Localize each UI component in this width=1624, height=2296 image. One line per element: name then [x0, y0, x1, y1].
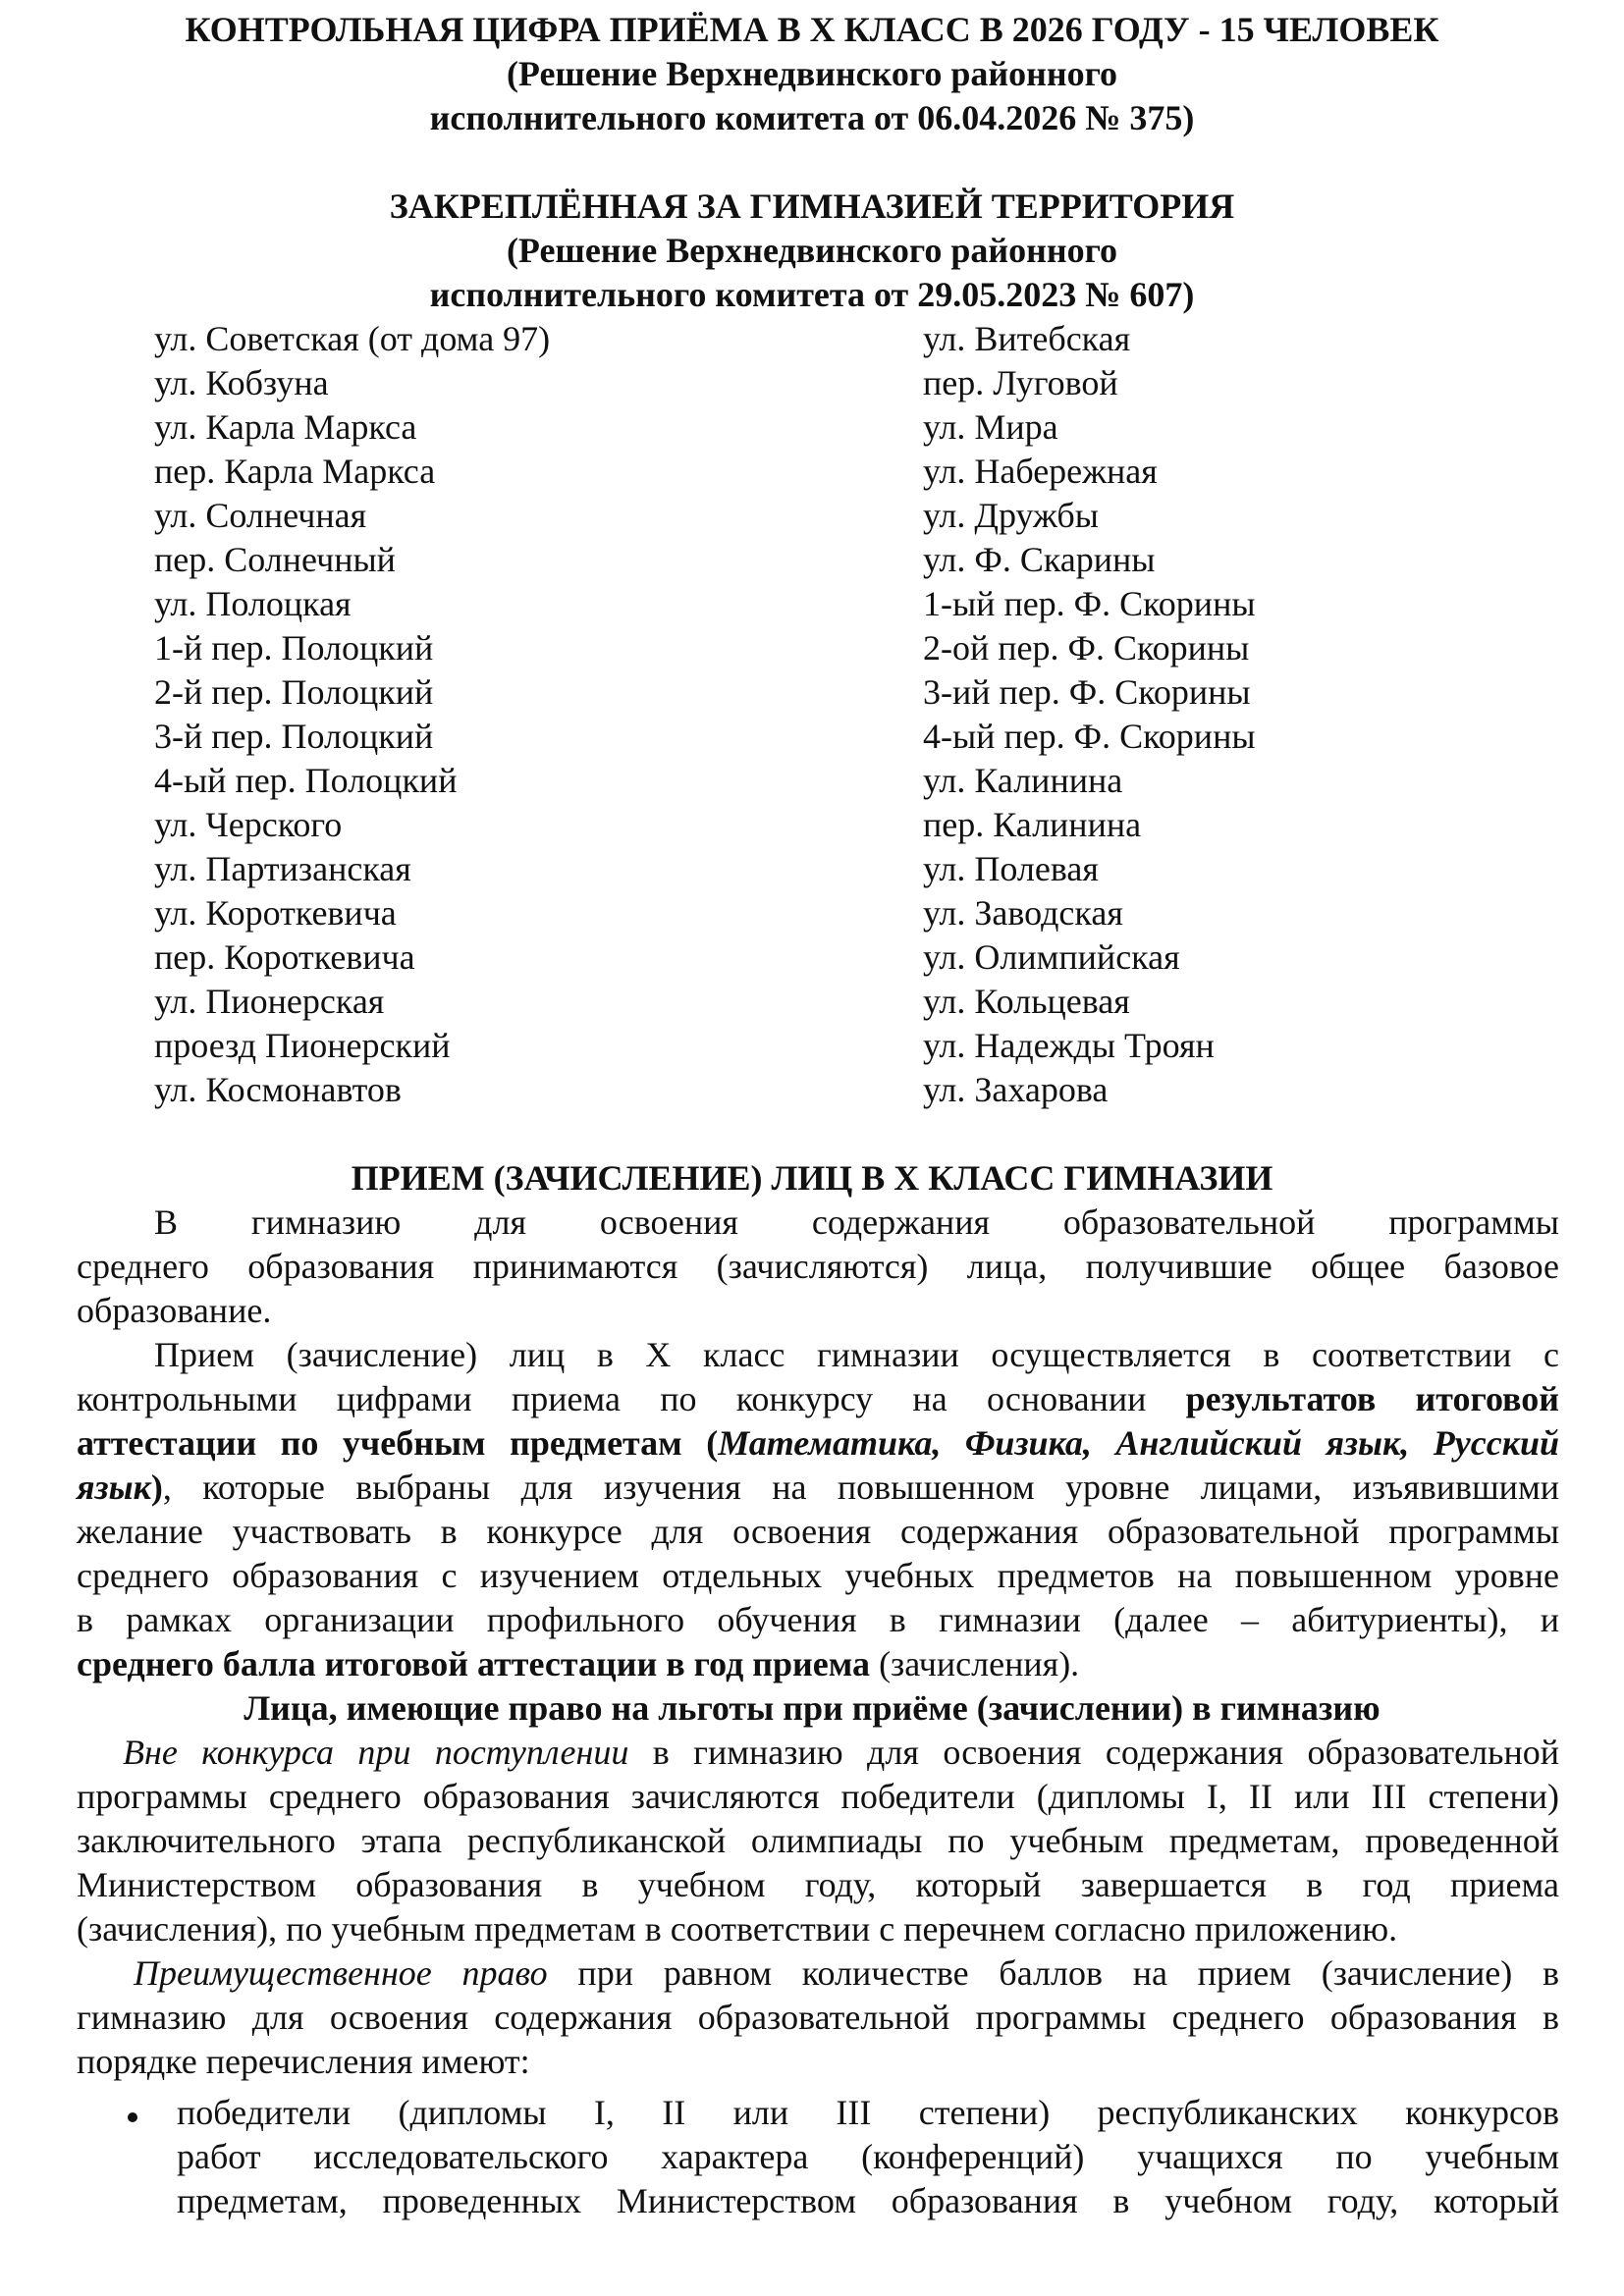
- territory-decision-date: исполнительного комитета от 29.05.2023 № 607): [429, 275, 1195, 314]
- street-item: 3-ий пер. Ф. Скорины: [923, 672, 1251, 712]
- street-item: 4-ый пер. Ф. Скорины: [923, 717, 1256, 756]
- enrollment-quota-title: КОНТРОЛЬНАЯ ЦИФРА ПРИЁМА В Х КЛАСС В 2026 ГОДУ - 15 ЧЕЛОВЕК: [185, 10, 1439, 49]
- street-item: ул. Полевая: [923, 849, 1099, 888]
- paragraph-line: аттестации по учебным предметам (Математика, Физика, Английский язык, Русский: [77, 1423, 1559, 1463]
- street-item: ул. Набережная: [923, 452, 1158, 491]
- street-item: ул. Ф. Скарины: [923, 540, 1156, 579]
- paragraph-line: порядке перечисления имеют:: [77, 2042, 530, 2081]
- street-item: ул. Кольцевая: [923, 982, 1130, 1021]
- street-item: 4-ый пер. Полоцкий: [154, 761, 458, 800]
- street-item: ул. Космонавтов: [154, 1070, 402, 1109]
- paragraph-line: среднего балла итоговой аттестации в год приема (зачисления).: [77, 1644, 1080, 1683]
- paragraph-line: в рамках организации профильного обучения в гимназии (далее – абитуриенты), и: [77, 1600, 1559, 1639]
- street-list-left: [154, 317, 550, 1112]
- street-item: ул. Кобзуна: [154, 363, 329, 402]
- street-item: 3-й пер. Полоцкий: [154, 717, 434, 756]
- bullet-line: работ исследовательского характера (конференций) учащихся по учебным: [177, 2137, 1559, 2176]
- street-item: 2-й пер. Полоцкий: [154, 672, 434, 712]
- street-item: ул. Калинина: [923, 761, 1123, 800]
- street-item: пер. Калинина: [923, 805, 1142, 844]
- street-item: проезд Пионерский: [154, 1026, 451, 1065]
- street-item: пер. Карла Маркса: [154, 452, 436, 491]
- bullet-line: предметам, проведенных Министерством образования в учебном году, который: [177, 2181, 1559, 2220]
- street-list-right: [923, 317, 1256, 1112]
- street-item: пер. Короткевича: [154, 937, 415, 977]
- street-item: ул. Карла Маркса: [154, 407, 417, 447]
- paragraph-line: В гимназию для освоения содержания образовательной программы: [154, 1202, 1559, 1242]
- paragraph-line: гимназию для освоения содержания образовательной программы среднего образования в: [77, 1998, 1559, 2037]
- bullet-line: победители (дипломы I, II или III степени) республиканских конкурсов: [177, 2093, 1559, 2132]
- enrollment-quota-decision-date: исполнительного комитета от 06.04.2026 № 375): [429, 98, 1195, 137]
- street-item: ул. Захарова: [923, 1070, 1109, 1109]
- paragraph-line: среднего образования с изучением отдельных учебных предметов на повышенном уровне: [77, 1556, 1559, 1595]
- bullet-icon: [128, 2112, 137, 2122]
- street-item: 1-ый пер. Ф. Скорины: [923, 584, 1256, 623]
- street-item: пер. Луговой: [923, 363, 1118, 402]
- street-item: ул. Олимпийская: [923, 937, 1180, 977]
- street-item: ул. Заводская: [923, 893, 1123, 933]
- paragraph-line: Прием (зачисление) лиц в X класс гимназии осуществляется в соответствии с: [154, 1335, 1559, 1374]
- paragraph-line: контрольными цифрами приема по конкурсу на основании результатов итоговой: [77, 1379, 1559, 1418]
- paragraph-line: язык), которые выбраны для изучения на повышенном уровне лицами, изъявившими: [77, 1468, 1559, 1507]
- paragraph-line: среднего образования принимаются (зачисляются) лица, получившие общее базовое: [77, 1247, 1559, 1286]
- territory-decision: (Решение Верхнедвинского районного: [506, 231, 1118, 270]
- paragraph-line: Преимущественное право при равном количестве баллов на прием (зачисление) в: [134, 1953, 1559, 1993]
- enrollment-quota-decision: (Решение Верхнедвинского районного: [506, 54, 1118, 93]
- street-item: ул. Пионерская: [154, 982, 385, 1021]
- paragraph-line: программы среднего образования зачисляются победители (дипломы I, II или III степени): [77, 1777, 1559, 1816]
- paragraph-line: желание участвовать в конкурсе для освоения содержания образовательной программы: [77, 1512, 1559, 1551]
- street-item: 1-й пер. Полоцкий: [154, 628, 434, 667]
- street-item: ул. Партизанская: [154, 849, 411, 888]
- street-item: ул. Короткевича: [154, 893, 397, 933]
- benefits-title: Лица, имеющие право на льготы при приёме (зачислении) в гимназию: [244, 1688, 1380, 1728]
- street-item: ул. Черского: [154, 805, 343, 844]
- paragraph-line: образование.: [77, 1291, 272, 1330]
- admission-title: ПРИЕМ (ЗАЧИСЛЕНИЕ) ЛИЦ В Х КЛАСС ГИМНАЗИИ: [351, 1158, 1273, 1198]
- territory-title: ЗАКРЕПЛЁННАЯ ЗА ГИМНАЗИЕЙ ТЕРРИТОРИЯ: [389, 187, 1235, 226]
- street-item: ул. Витебская: [923, 319, 1131, 358]
- street-item: пер. Солнечный: [154, 540, 396, 579]
- street-item: ул. Советская (от дома 97): [154, 319, 551, 358]
- street-item: 2-ой пер. Ф. Скорины: [923, 628, 1250, 667]
- street-item: ул. Полоцкая: [154, 584, 352, 623]
- paragraph-line: Вне конкурса при поступлении в гимназию для освоения содержания образовательной: [123, 1733, 1559, 1772]
- street-item: ул. Дружбы: [923, 496, 1099, 535]
- street-item: ул. Солнечная: [154, 496, 367, 535]
- paragraph-line: Министерством образования в учебном году, который завершается в год приема: [77, 1865, 1559, 1904]
- street-item: ул. Надежды Троян: [923, 1026, 1215, 1065]
- street-item: ул. Мира: [923, 407, 1058, 447]
- paragraph-line: (зачисления), по учебным предметам в соответствии с перечнем согласно приложению.: [77, 1909, 1398, 1949]
- paragraph-line: заключительного этапа республиканской олимпиады по учебным предметам, проведенной: [77, 1821, 1559, 1860]
